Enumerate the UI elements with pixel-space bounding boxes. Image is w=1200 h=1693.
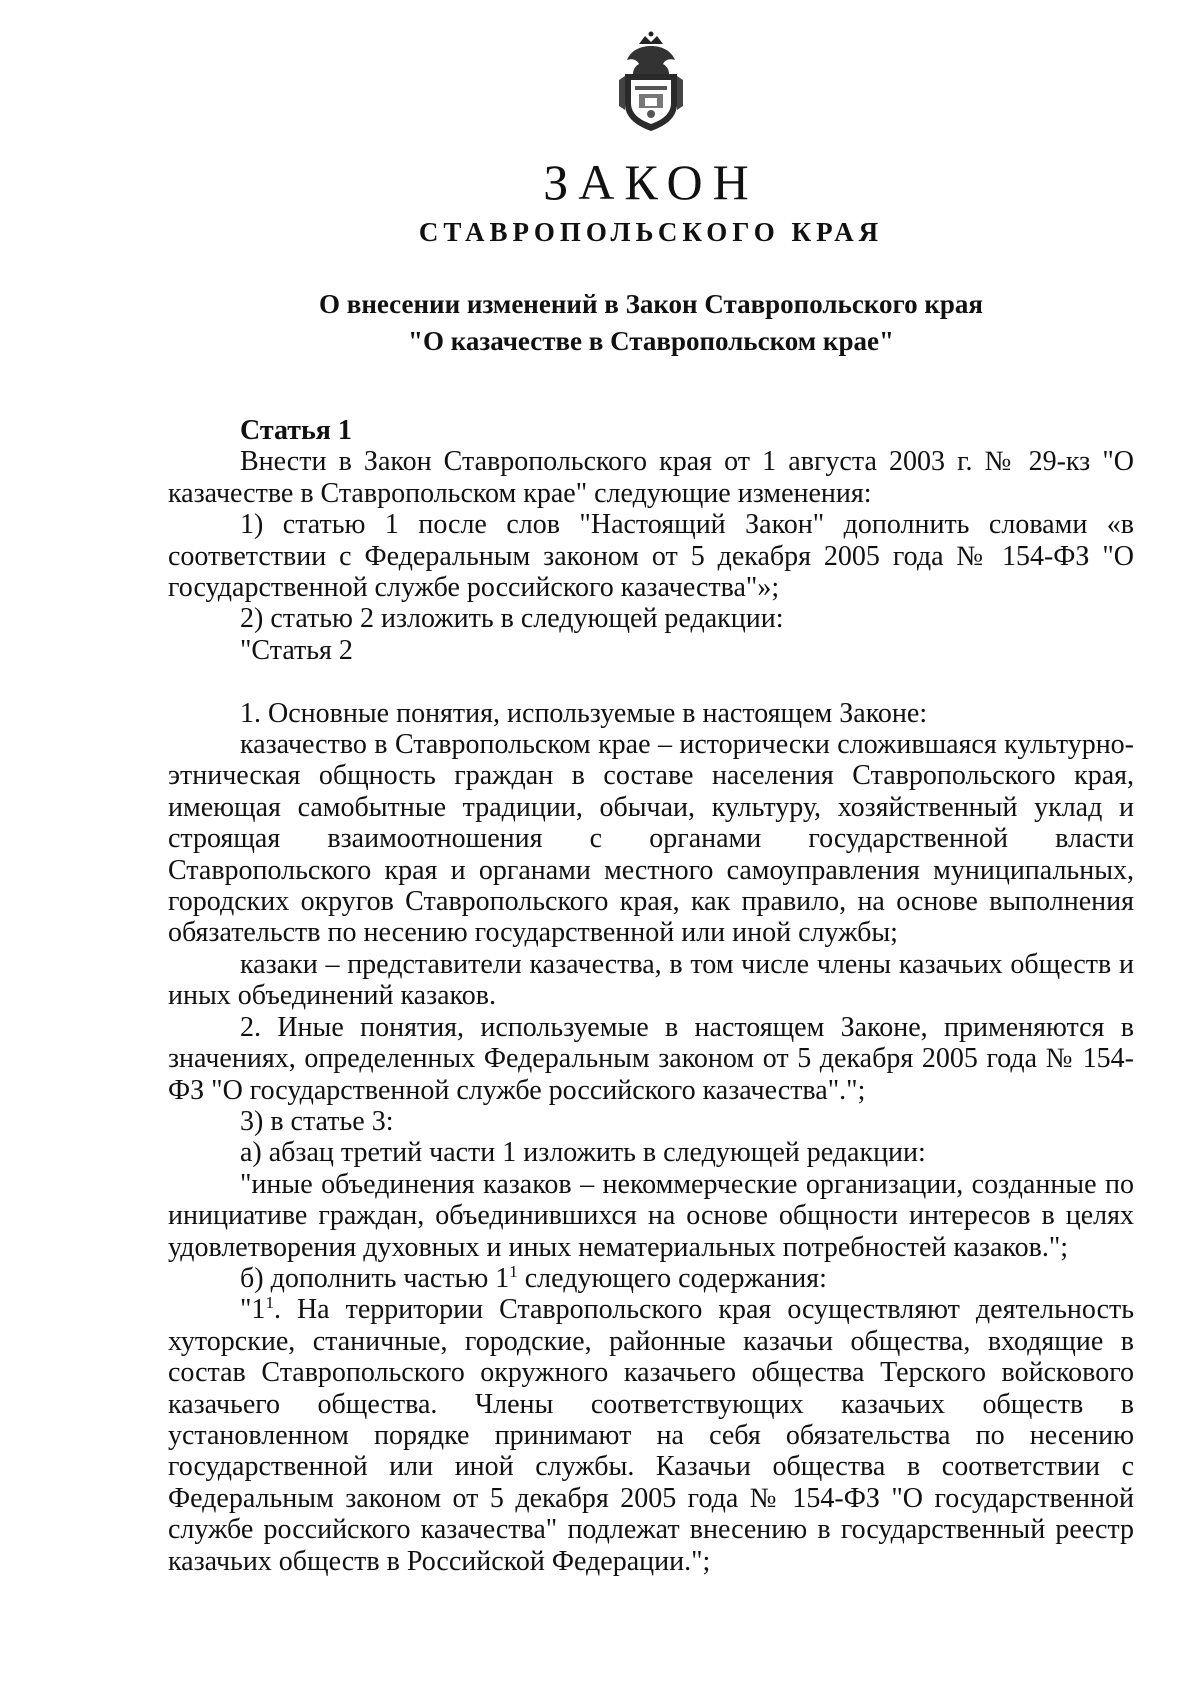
text-fragment: . На территории Ставропольского края осуществляют деятельность хуторские, станичные, городские, районные казачьи общества, входящие в состав Ставропольского окружного казачьего общества Терского войскового казачьего общества. Члены соответствующих казачьих обществ в установленном порядке принимают на себя обязательства по несению государственной или иной службы. Казачьи общества в соответствии с Федеральным законом от 5 декабря 2005 года № 154-ФЗ "О государственной службе российского казачества" подлежат внесению в государственный реестр казачьих обществ в Российской Федерации.";: [168, 1294, 1134, 1577]
superscript: 1: [265, 1293, 274, 1313]
paragraph: а) абзац третий части 1 изложить в следующей редакции:: [240, 1137, 926, 1169]
document-body: [168, 415, 1134, 1577]
paragraph: "Статья 2: [240, 634, 353, 666]
text-fragment: б) дополнить частью 1: [240, 1262, 510, 1294]
subject-line-2: "О казачестве в Ставропольском крае": [408, 326, 894, 356]
coat-of-arms-emblem: [611, 30, 691, 135]
paragraph: [168, 1263, 1134, 1294]
paragraph: казачество в Ставропольском крае – исторически сложившаяся культурно-этническая общность граждан в составе населения Ставропольского края, имеющая самобытные традиции, обычаи, культуру, хозяйственный уклад и строящая взаимоотношения с органами государственной власти Ставропольского края и органами местного самоуправления муниципальных, городских округов Ставропольского края, как правило, на основе выполнения обязательств по несению государственной или иной службы;: [168, 729, 1134, 949]
paragraph: 3) в статье 3:: [240, 1105, 394, 1137]
article-heading: Статья 1: [240, 415, 352, 446]
superscript: 1: [509, 1261, 518, 1281]
paragraph: [168, 1294, 1134, 1577]
paragraph: Внести в Закон Ставропольского края от 1 августа 2003 г. № 29-кз "О казачестве в Ставропольском крае" следующие изменения:: [168, 446, 1134, 509]
document-subject: [0, 286, 1200, 360]
region-title: СТАВРОПОЛЬСКОГО КРАЯ: [418, 217, 884, 247]
paragraph: 1. Основные понятия, используемые в настоящем Законе:: [240, 697, 928, 729]
paragraph: 2) статью 2 изложить в следующей редакции:: [240, 603, 784, 635]
paragraph: 1) статью 1 после слов "Настоящий Закон" дополнить словами «в соответствии с Федеральным законом от 5 декабря 2005 года № 154-ФЗ "О государственной службе российского казачества"»;: [168, 509, 1134, 604]
text-fragment: следующего содержания:: [517, 1262, 827, 1294]
paragraph: "иные объединения казаков – некоммерческие организации, созданные по инициативе граждан, объединившихся на основе общности интересов в целях удовлетворения духовных и иных нематериальных потребностей казаков.";: [168, 1168, 1134, 1263]
paragraph: 2. Иные понятия, используемые в настоящем Законе, применяются в значениях, определенных Федеральным законом от 5 декабря 2005 года № 154-ФЗ "О государственной службе российского казачества".";: [168, 1011, 1134, 1106]
subject-line-1: О внесении изменений в Закон Ставропольского края: [318, 289, 984, 319]
law-title: ЗАКОН: [543, 154, 759, 210]
paragraph: казаки – представители казачества, в том числе члены казачьих обществ и иных объединений казаков.: [168, 948, 1134, 1012]
text-fragment: "1: [240, 1294, 266, 1326]
